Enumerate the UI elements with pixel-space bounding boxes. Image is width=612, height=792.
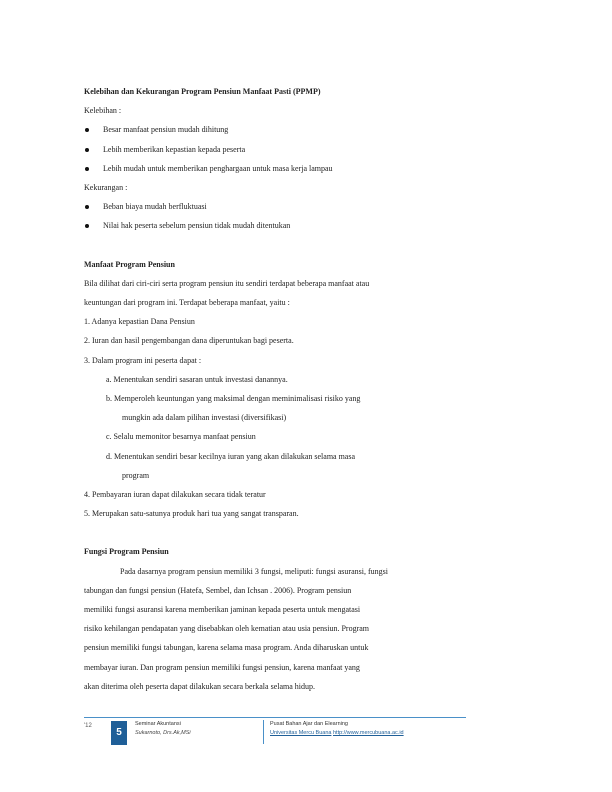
- functions-line: akan diterima oleh peserta dapat dilakukan secara berkala selama hidup.: [84, 681, 316, 691]
- advantages-label: Kelebihan :: [84, 106, 122, 116]
- website-link[interactable]: http://www.mercubuana.ac.id: [332, 730, 404, 736]
- functions-line: memiliki fungsi asuransi karena memberikan jaminan kepada peserta untuk mengatasi: [84, 605, 361, 615]
- functions-line: tabungan dan fungsi pensiun (Hatefa, Sembel, dan Ichsan . 2006). Program pensiun: [84, 585, 352, 595]
- functions-line: pensiun memiliki fungsi tabungan, karena selama masa program. Anda diharuskan untuk: [84, 643, 369, 653]
- sub-item: b. Memperoleh keuntungan yang maksimal dengan meminimalisasi risiko yang: [106, 394, 361, 404]
- benefit-item: 4. Pembayaran iuran dapat dilakukan secara tidak teratur: [84, 490, 266, 500]
- university-link[interactable]: Universitas Mercu Buana: [270, 730, 332, 736]
- sub-item-continuation: mungkin ada dalam pilihan investasi (diversifikasi): [122, 413, 287, 423]
- center-name: Pusat Bahan Ajar dan Elearning: [270, 721, 348, 727]
- course-name: Seminar Akuntansi: [135, 721, 181, 727]
- center-info: [270, 720, 404, 738]
- benefit-item: 5. Merupakan satu-satunya produk hari tua yang sangat transparan.: [84, 509, 299, 519]
- benefit-item: 3. Dalam program ini peserta dapat :: [84, 355, 202, 365]
- footer-rule: [84, 717, 466, 718]
- sub-item: c. Selalu memonitor besarnya manfaat pensiun: [106, 432, 256, 442]
- advantage-item: Lebih mudah untuk memberikan penghargaan untuk masa kerja lampau: [84, 159, 484, 178]
- sub-item: d. Menentukan sendiri besar kecilnya iuran yang akan dilakukan selama masa: [106, 451, 356, 461]
- page-number: 5: [111, 721, 127, 745]
- functions-title: Fungsi Program Pensiun: [84, 547, 169, 557]
- advantage-item: Lebih memberikan kepastian kepada peserta: [84, 140, 484, 159]
- functions-line: risiko kehilangan pendapatan yang disebabkan oleh kematian atau usia pensiun. Program: [84, 624, 370, 634]
- benefits-intro: Bila dilihat dari ciri-ciri serta program pensiun itu sendiri terdapat beberapa manfaat atau: [84, 278, 370, 288]
- disadvantage-item: Nilai hak peserta sebelum pensiun tidak mudah ditentukan: [84, 216, 484, 235]
- benefit-item: 2. Iuran dan hasil pengembangan dana diperuntukan bagi peserta.: [84, 336, 294, 346]
- functions-line: Pada dasarnya program pensiun memiliki 3 fungsi, meliputi: fungsi asuransi, fungsi: [120, 566, 388, 576]
- page-code: '12: [84, 723, 92, 729]
- disadvantages-label: Kekurangan :: [84, 183, 128, 193]
- ppmp-title: Kelebihan dan Kekurangan Program Pensiun Manfaat Pasti (PPMP): [84, 87, 321, 96]
- disadvantage-item: Beban biaya mudah berfluktuasi: [84, 197, 484, 216]
- functions-line: membayar iuran. Dan program pensiun memiliki fungsi pensiun, karena manfaat yang: [84, 662, 360, 672]
- sub-item: a. Menentukan sendiri sasaran untuk investasi danannya.: [106, 374, 288, 384]
- lecturer-name: Sukarnoto, Drs.Ak,MSi: [135, 730, 191, 736]
- page-content: [84, 82, 484, 696]
- sub-item-continuation: program: [122, 470, 150, 480]
- advantage-item: Besar manfaat pensiun mudah dihitung: [84, 120, 484, 139]
- page-footer: [84, 717, 466, 749]
- course-info: [135, 720, 191, 738]
- footer-divider: [263, 720, 264, 744]
- benefits-intro: keuntungan dari program ini. Terdapat beberapa manfaat, yaitu :: [84, 298, 290, 308]
- benefit-item: 1. Adanya kepastian Dana Pensiun: [84, 317, 195, 327]
- benefits-title: Manfaat Program Pensiun: [84, 259, 175, 269]
